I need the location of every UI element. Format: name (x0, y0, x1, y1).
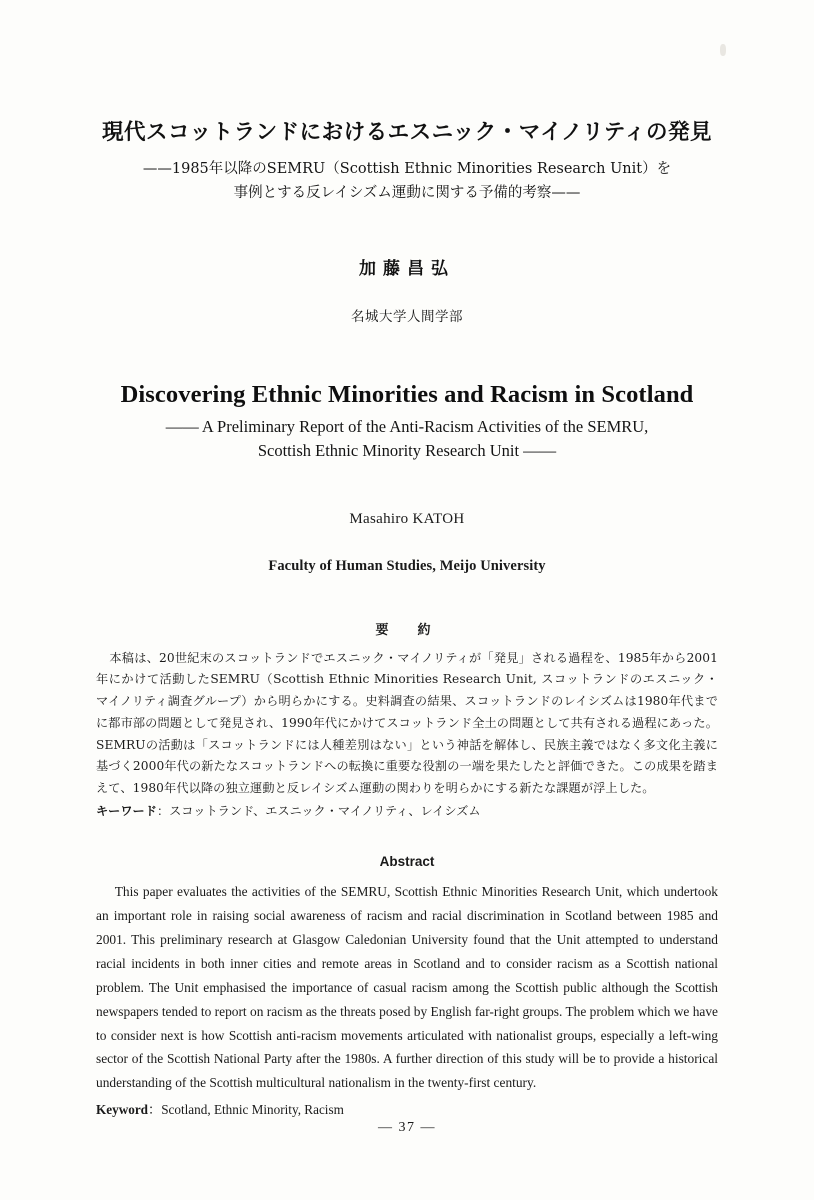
japanese-keywords-label: キーワード (96, 803, 157, 818)
english-affiliation: Faculty of Human Studies, Meijo University (268, 557, 546, 574)
japanese-abstract-heading: 要 約 (375, 622, 439, 638)
english-subtitle-line-1: —— A Preliminary Report of the Anti-Racism Activities of the SEMRU, (165, 416, 649, 436)
japanese-subtitle (96, 158, 718, 206)
japanese-author: 加藤昌弘 (359, 258, 455, 279)
japanese-keywords-values: スコットランド、エスニック・マイノリティ、レイシズム (169, 803, 481, 818)
page-number: — 37 — (378, 1120, 436, 1135)
english-keywords-label: Keyword (96, 1102, 149, 1118)
scan-blemish (720, 44, 726, 56)
japanese-title: 現代スコットランドにおけるエスニック・マイノリティの発見 (102, 120, 712, 145)
english-abstract-text: This paper evaluates the activities of the SEMRU, Scottish Ethnic Minorities Research Unit, which undertook an important role in raising social awareness of racism and racial discrimination in Scotland between 1985 and 2001. This preliminary research at Glasgow Caledonian University found that the Unit attempted to understand racial incidents in both inner cities and remote areas in Scotland and to consider racism as a Scottish national problem. The Unit emphasised the importance of casual racism among the Scottish public although the Scottish newspapers tended to report on racism as the threats posed by English far-right groups. The problem which we have to consider next is how Scottish anti-racism movements articulated with nationalist groups, especially a left-wing sector of the Scottish National Party after the 1980s. A further direction of this study will be to provide a historical understanding of the Scottish multicultural nationalism in the twenty-first century. (96, 884, 718, 1091)
english-subtitle-line-2: Scottish Ethnic Minority Research Unit —— (257, 440, 557, 460)
english-author: Masahiro KATOH (349, 510, 465, 527)
japanese-abstract (96, 648, 718, 800)
japanese-subtitle-line-2: 事例とする反レイシズム運動に関する予備的考察—— (233, 184, 581, 201)
japanese-subtitle-line-1: ——1985年以降のSEMRU（Scottish Ethnic Minorities Research Unit）を (142, 161, 672, 178)
japanese-abstract-text: 本稿は、20世紀末のスコットランドでエスニック・マイノリティが「発見」される過程を、1985年から2001年にかけて活動したSEMRU（Scottish Ethnic Minorities Research Unit, スコットランドのエスニック・マイノリティ調査グループ）から明らかにする。史料調査の結果、スコットランドのレイシズムは1980年代までに都市部の問題として発見され、1990年代にかけてスコットランド全土の問題として共有される過程にあった。SEMRUの活動は「スコットランドには人種差別はない」という神話を解体し、民族主義ではなく多文化主義に基づく2000年代の新たなスコットランドへの転換に重要な役割の一端を果たしたと評価できた。この成果を踏まえて、1980年代以降の独立運動と反レイシズム運動の関わりを明らかにする新たな課題が浮上した。 (96, 650, 718, 796)
english-keywords-separator: ： (148, 1102, 162, 1118)
english-abstract (96, 880, 718, 1095)
japanese-keywords-separator: ： (156, 803, 170, 818)
english-keywords (96, 1099, 718, 1118)
japanese-affiliation: 名城大学人間学部 (351, 308, 463, 325)
japanese-keywords (96, 801, 718, 823)
english-keywords-values: Scotland, Ethnic Minority, Racism (161, 1102, 344, 1118)
english-title: Discovering Ethnic Minorities and Racism in Scotland (120, 380, 694, 408)
page-content (96, 118, 718, 1118)
english-subtitle (96, 415, 718, 463)
english-abstract-heading: Abstract (379, 854, 435, 870)
